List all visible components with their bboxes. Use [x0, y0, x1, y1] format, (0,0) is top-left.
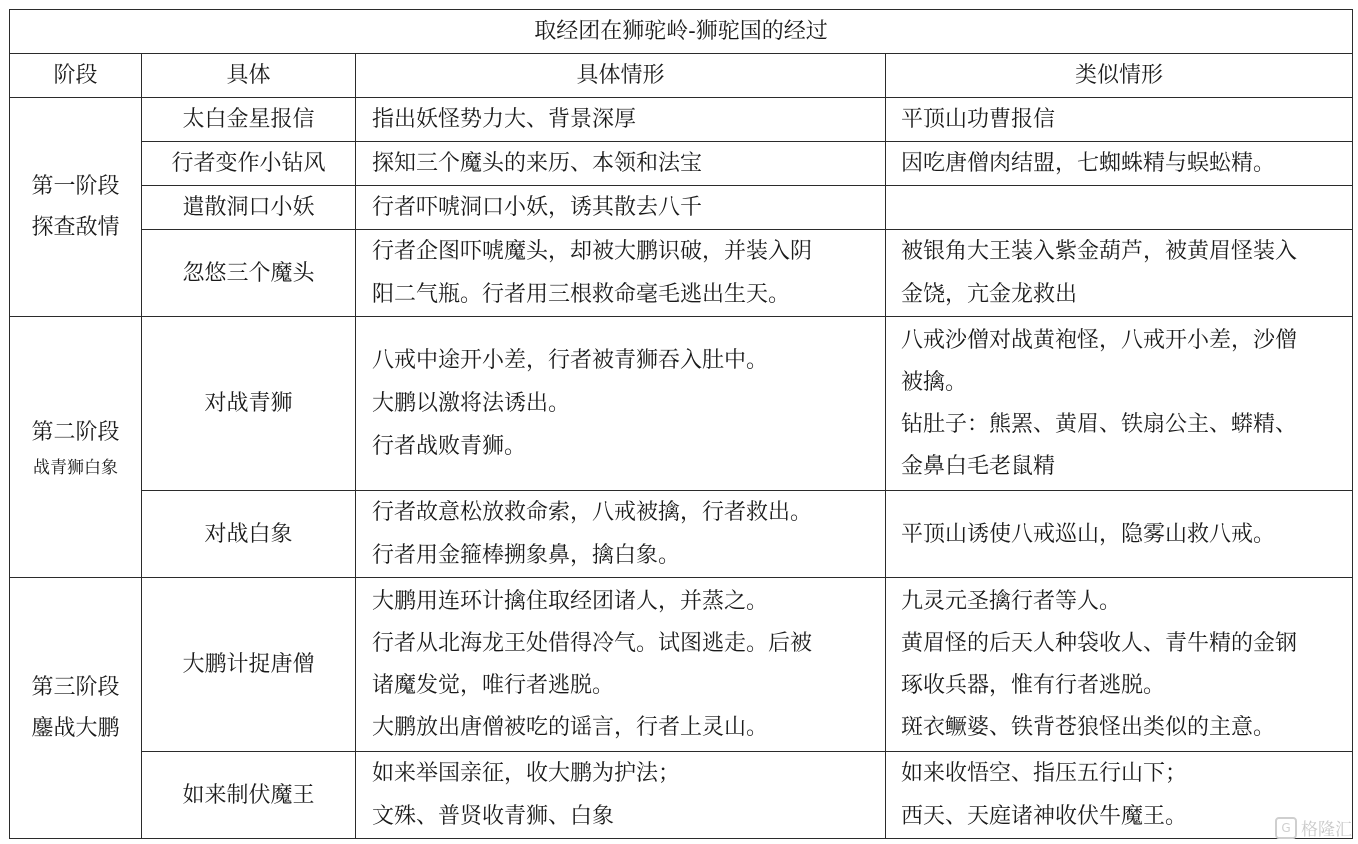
stage-subtitle: 战青狮白象: [33, 457, 118, 478]
table-title: 取经团在狮驼岭-狮驼国的经过: [10, 10, 1353, 54]
table-row: [10, 752, 1353, 839]
header-similar: 类似情形: [886, 54, 1353, 98]
similar-line: 八戒沙僧对战黄袍怪，八戒开小差，沙僧: [901, 327, 1298, 353]
stage-name: 第二阶段: [31, 419, 120, 445]
similar-line: 金饶，亢金龙救出: [901, 282, 1078, 307]
detail-line: 行者战败青狮。: [372, 434, 527, 459]
header-detail: 具体情形: [356, 54, 886, 98]
detail-line: 大鹏用连环计擒住取经团诸人，并蒸之。: [372, 588, 769, 614]
detail-line: 行者用金箍棒搠象鼻，擒白象。: [372, 543, 681, 568]
detail-cell: [356, 491, 886, 578]
item-cell: 行者变作小钻风: [142, 142, 356, 186]
item-cell: 对战白象: [142, 491, 356, 578]
similar-cell: [886, 317, 1353, 491]
header-row: [10, 54, 1353, 98]
item-cell: 对战青狮: [142, 317, 356, 491]
stage-cell: [10, 98, 142, 317]
detail-cell: [356, 230, 886, 317]
detail-line: 指出妖怪势力大、背景深厚: [372, 107, 637, 132]
header-item: 具体: [142, 54, 356, 98]
detail-line: 大鹏以激将法诱出。: [372, 391, 571, 416]
header-stage: 阶段: [10, 54, 142, 98]
table-row: [10, 98, 1353, 142]
stage-name: 第一阶段: [31, 174, 120, 199]
similar-cell: [886, 98, 1353, 142]
similar-line: 钻肚子：熊罴、黄眉、铁扇公主、蟒精、: [901, 411, 1298, 437]
gelonghui-logo-icon: G: [1275, 817, 1297, 839]
item-cell: 如来制伏魔王: [142, 752, 356, 839]
detail-line: 大鹏放出唐僧被吃的谣言，行者上灵山。: [372, 714, 769, 740]
detail-cell: [356, 142, 886, 186]
journey-table: [9, 9, 1353, 839]
similar-line: 因吃唐僧肉结盟，七蜘蛛精与蜈蚣精。: [901, 151, 1276, 176]
table-row: [10, 491, 1353, 578]
item-cell: 遣散洞口小妖: [142, 186, 356, 230]
detail-line: 如来举国亲征，收大鹏为护法；: [372, 761, 681, 786]
similar-line: 被银角大王装入紫金葫芦，被黄眉怪装入: [901, 239, 1298, 264]
table-row: [10, 186, 1353, 230]
item-cell: 忽悠三个魔头: [142, 230, 356, 317]
detail-cell: [356, 186, 886, 230]
detail-line: 八戒中途开小差，行者被青狮吞入肚中。: [372, 348, 769, 373]
detail-line: 诸魔发觉，唯行者逃脱。: [372, 672, 615, 698]
detail-cell: [356, 98, 886, 142]
similar-line: 斑衣鳜婆、铁背苍狼怪出类似的主意。: [901, 714, 1276, 740]
table-row: [10, 317, 1353, 491]
similar-line: 平顶山功曹报信: [901, 107, 1056, 132]
similar-line: 平顶山诱使八戒巡山，隐雾山救八戒。: [901, 521, 1276, 547]
similar-line: 被擒。: [901, 369, 968, 395]
detail-line: 文殊、普贤收青狮、白象: [372, 804, 615, 829]
detail-line: 行者吓唬洞口小妖，诱其散去八千: [372, 195, 703, 220]
similar-cell: [886, 142, 1353, 186]
stage-cell: [10, 578, 142, 839]
detail-line: 行者故意松放救命索，八戒被擒，行者救出。: [372, 500, 813, 525]
stage-name: 第三阶段: [31, 675, 120, 700]
similar-cell: [886, 230, 1353, 317]
similar-cell: [886, 578, 1353, 752]
watermark-text: 格隆汇: [1301, 820, 1352, 840]
detail-cell: [356, 317, 886, 491]
stage-subtitle: 鏖战大鹏: [31, 716, 120, 741]
similar-line: 西天、天庭诸神收伏牛魔王。: [901, 804, 1188, 829]
item-cell: 大鹏计捉唐僧: [142, 578, 356, 752]
stage-cell: [10, 317, 142, 578]
detail-line: 探知三个魔头的来历、本领和法宝: [372, 151, 703, 176]
table-row: [10, 578, 1353, 752]
item-cell: 太白金星报信: [142, 98, 356, 142]
similar-line: 如来收悟空、指压五行山下；: [901, 761, 1188, 786]
detail-line: 行者企图吓唬魔头，却被大鹏识破，并装入阴: [372, 239, 813, 264]
similar-line: 金鼻白毛老鼠精: [901, 453, 1056, 479]
similar-cell: [886, 491, 1353, 578]
table-row: [10, 142, 1353, 186]
detail-line: 阳二气瓶。行者用三根救命毫毛逃出生天。: [372, 282, 791, 307]
detail-cell: [356, 752, 886, 839]
similar-cell: [886, 186, 1353, 230]
table-row: [10, 230, 1353, 317]
similar-line: 黄眉怪的后天人种袋收人、青牛精的金钢: [901, 630, 1298, 656]
watermark: [1275, 815, 1352, 840]
similar-line: 九灵元圣擒行者等人。: [901, 588, 1122, 614]
detail-cell: [356, 578, 886, 752]
similar-line: 琢收兵器，惟有行者逃脱。: [901, 672, 1166, 698]
detail-line: 行者从北海龙王处借得冷气。试图逃走。后被: [372, 630, 813, 656]
stage-subtitle: 探查敌情: [31, 215, 120, 240]
